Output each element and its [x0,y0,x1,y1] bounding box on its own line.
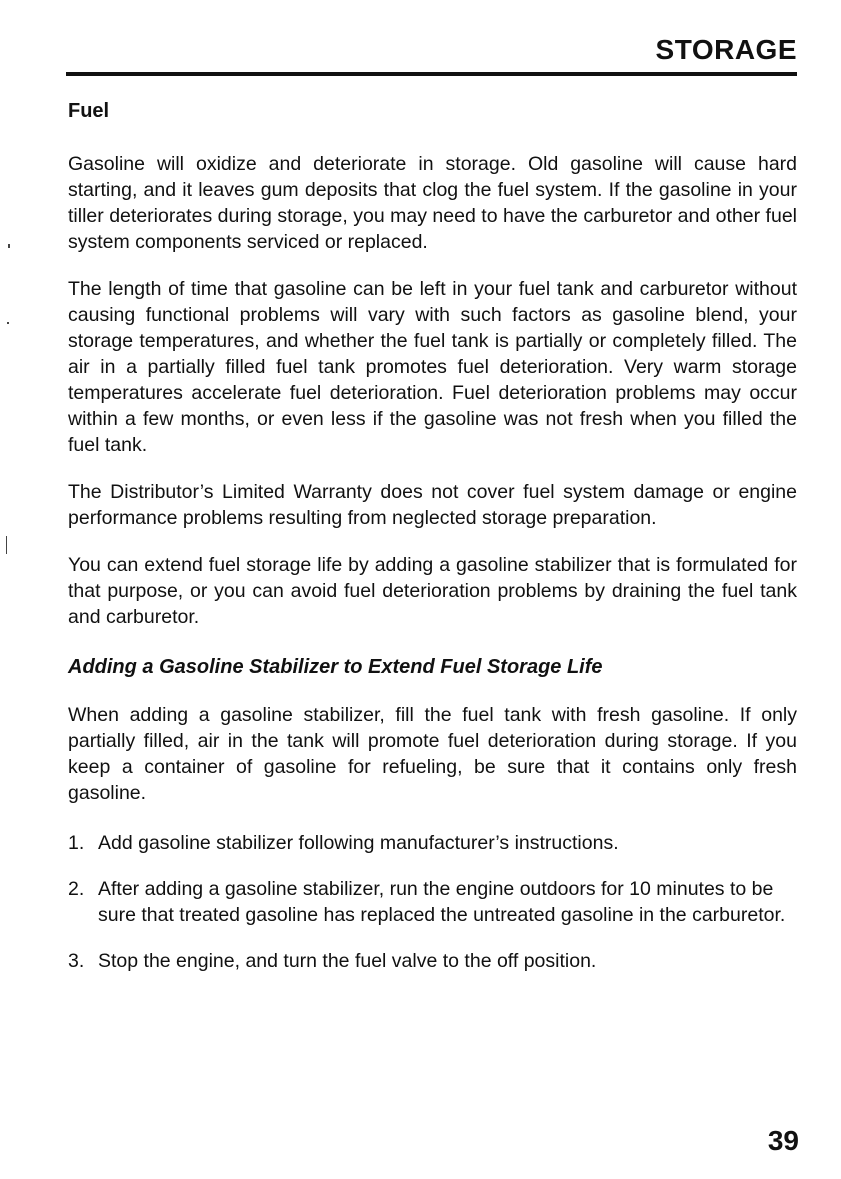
paragraph-oxidize: Gasoline will oxidize and deteriorate in storage. Old gasoline will cause hard starting, and it leaves gum deposits that clog the fuel system. If the gasoline in your tiller deteriorates during storage, you may need to have the carburetor and other fuel system components serviced or replaced. [68,153,797,253]
paragraph-warranty: The Distributor’s Limited Warranty does not cover fuel system damage or engine performance problems resulting from neglected storage preparation. [68,481,797,529]
page-header-title: STORAGE [655,34,797,65]
margin-mark-bottom [6,536,7,554]
paragraph-length-of-time: The length of time that gasoline can be left in your fuel tank and carburetor without causing functional problems will vary with such factors as gasoline blend, your storage temperatures, and whether the fuel tank is partially or completely filled. The air in a partially filled fuel tank promotes fuel deterioration. Very warm storage temperatures accelerate fuel deterioration. Fuel deterioration problems may occur within a few months, or even less if the gasoline was not fresh when you filled the fuel tank. [68,278,797,456]
section-heading-fuel: Fuel [68,100,110,122]
list-item [68,948,797,974]
steps-list [68,830,797,974]
list-item [68,876,797,928]
list-item [68,830,797,856]
step-number: 3. [68,950,85,972]
subsection-heading-stabilizer: Adding a Gasoline Stabilizer to Extend Fuel Storage Life [68,656,603,678]
paragraph-adding-stabilizer: When adding a gasoline stabilizer, fill the fuel tank with fresh gasoline. If only partially filled, air in the tank will promote fuel deterioration during storage. If you keep a container of gasoline for refueling, be sure that it contains only fresh gasoline. [68,704,797,804]
margin-mark-top [8,244,10,248]
page-content [68,100,797,994]
header-rule [66,72,797,76]
step-text: After adding a gasoline stabilizer, run the engine outdoors for 10 minutes to be sure that treated gasoline has replaced the untreated gasoline in the carburetor. [98,878,786,926]
page-number: 39 [767,1125,799,1156]
paragraph-extend-storage: You can extend fuel storage life by adding a gasoline stabilizer that is formulated for that purpose, or you can avoid fuel deterioration problems by draining the fuel tank and carburetor. [68,554,797,628]
step-text: Add gasoline stabilizer following manufacturer’s instructions. [98,832,619,854]
step-number: 1. [68,832,85,854]
step-number: 2. [68,878,85,900]
margin-mark-middle [7,322,9,324]
step-text: Stop the engine, and turn the fuel valve to the off position. [98,950,597,972]
